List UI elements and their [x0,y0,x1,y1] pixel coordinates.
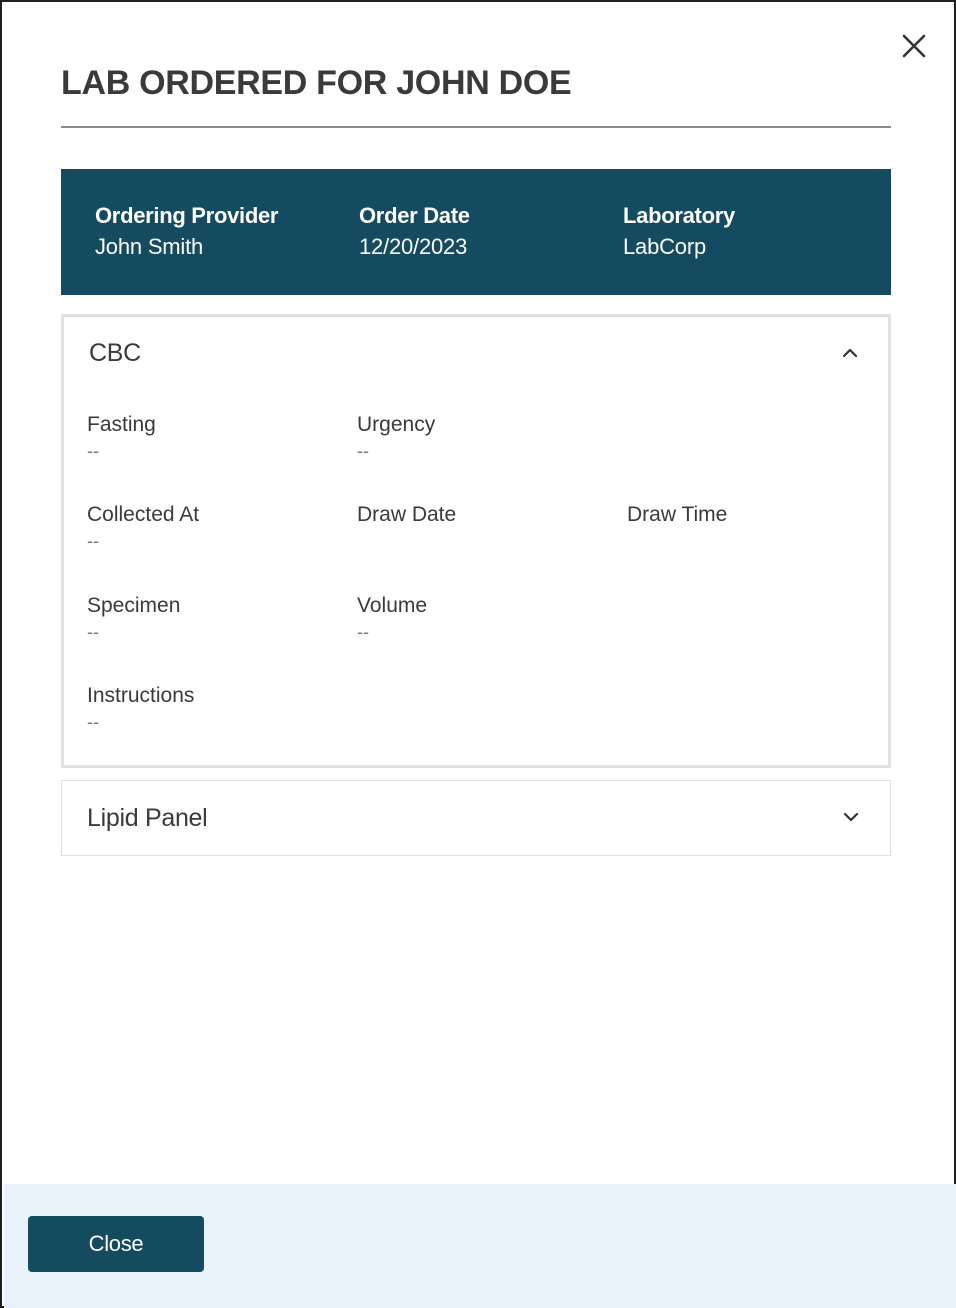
field-label: Urgency [357,413,436,436]
modal-footer [4,1184,956,1308]
modal-title: LAB ORDERED FOR JOHN DOE [61,64,572,102]
field-urgency [357,413,435,462]
ordering-provider-value: John Smith [95,234,204,259]
order-date-label: Order Date [359,203,470,228]
field-label: Specimen [87,594,181,617]
field-value: -- [87,712,99,732]
field-specimen [87,594,180,643]
field-label: Draw Date [357,503,457,526]
laboratory-label: Laboratory [623,203,735,228]
field-value: -- [87,622,99,642]
field-fasting [87,413,156,462]
field-collected-at [87,503,199,552]
panel-title-cbc[interactable]: CBC [89,339,141,367]
ordering-provider-label: Ordering Provider [95,203,279,228]
field-draw-time [627,503,727,531]
field-volume [357,594,427,643]
field-label: Fasting [87,413,156,436]
chevron-down-icon[interactable] [840,806,862,828]
field-value: -- [87,531,99,551]
field-value: -- [357,622,369,642]
close-icon[interactable] [898,30,930,62]
field-label: Collected At [87,503,200,526]
laboratory [623,203,735,260]
field-value: -- [87,441,99,461]
lab-panel-cbc [61,314,891,768]
field-instructions [87,684,194,733]
order-date [359,203,470,260]
field-draw-date [357,503,456,531]
close-button[interactable]: Close [28,1216,204,1272]
ordering-provider [95,203,278,260]
field-value: -- [357,441,369,461]
order-info-bar [61,169,891,295]
title-divider [61,126,891,128]
laboratory-value: LabCorp [623,234,706,259]
chevron-up-icon[interactable] [839,342,861,364]
lab-panel-lipid[interactable] [61,780,891,856]
field-label: Draw Time [627,503,728,526]
panel-title-lipid[interactable]: Lipid Panel [87,804,208,832]
field-label: Instructions [87,684,195,707]
field-label: Volume [357,594,428,617]
order-date-value: 12/20/2023 [359,234,468,259]
